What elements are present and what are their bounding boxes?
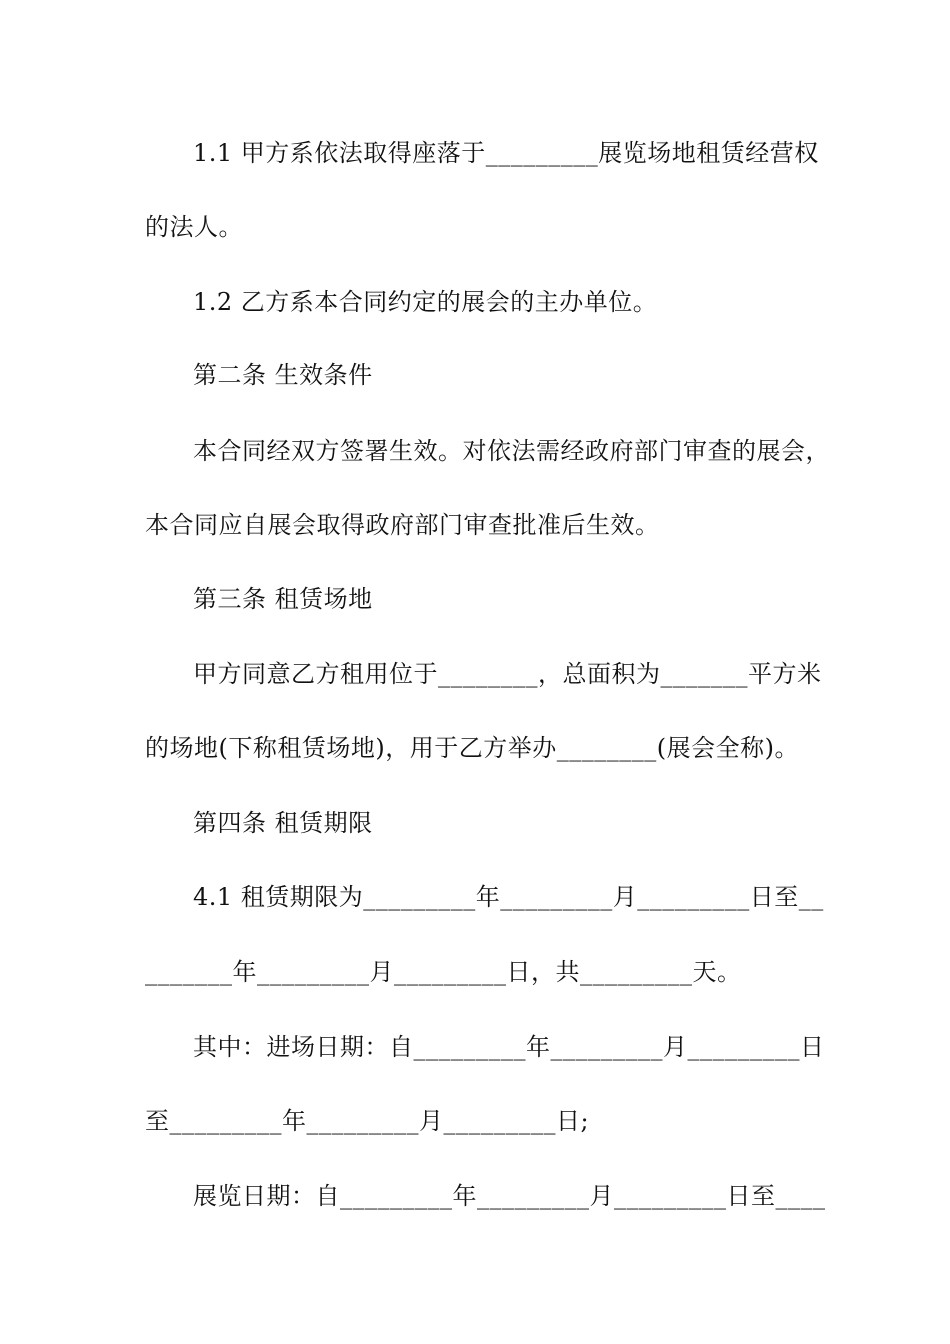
clause-4-1-line-1: 4.1 租赁期限为_________年_________月_________日至__ — [193, 883, 824, 911]
entry-date-line-2: 至_________年_________月_________日; — [145, 1107, 590, 1135]
article-2-text-line-1: 本合同经双方签署生效。对依法需经政府部门审查的展会， — [193, 437, 830, 465]
article-2-text-line-2: 本合同应自展会取得政府部门审查批准后生效。 — [145, 511, 660, 539]
entry-date-line-1: 其中：进场日期：自_________年_________月_________日 — [193, 1033, 825, 1061]
article-4-heading: 第四条 租赁期限 — [193, 809, 373, 837]
clause-1-1-line-2: 的法人。 — [145, 213, 243, 241]
article-3-text-line-2: 的场地(下称租赁场地)，用于乙方举办________(展会全称)。 — [145, 734, 799, 762]
clause-4-1-line-2: _______年_________月_________日，共_________天。 — [145, 958, 742, 986]
article-2-heading: 第二条 生效条件 — [193, 361, 373, 389]
exhibition-date-line: 展览日期：自_________年_________月_________日至____ — [193, 1182, 826, 1210]
article-3-text-line-1: 甲方同意乙方租用位于________，总面积为_______平方米 — [193, 660, 822, 688]
clause-1-1-line-1: 1.1 甲方系依法取得座落于_________展览场地租赁经营权 — [193, 139, 819, 167]
clause-1-2: 1.2 乙方系本合同约定的展会的主办单位。 — [193, 288, 658, 316]
article-3-heading: 第三条 租赁场地 — [193, 585, 373, 613]
